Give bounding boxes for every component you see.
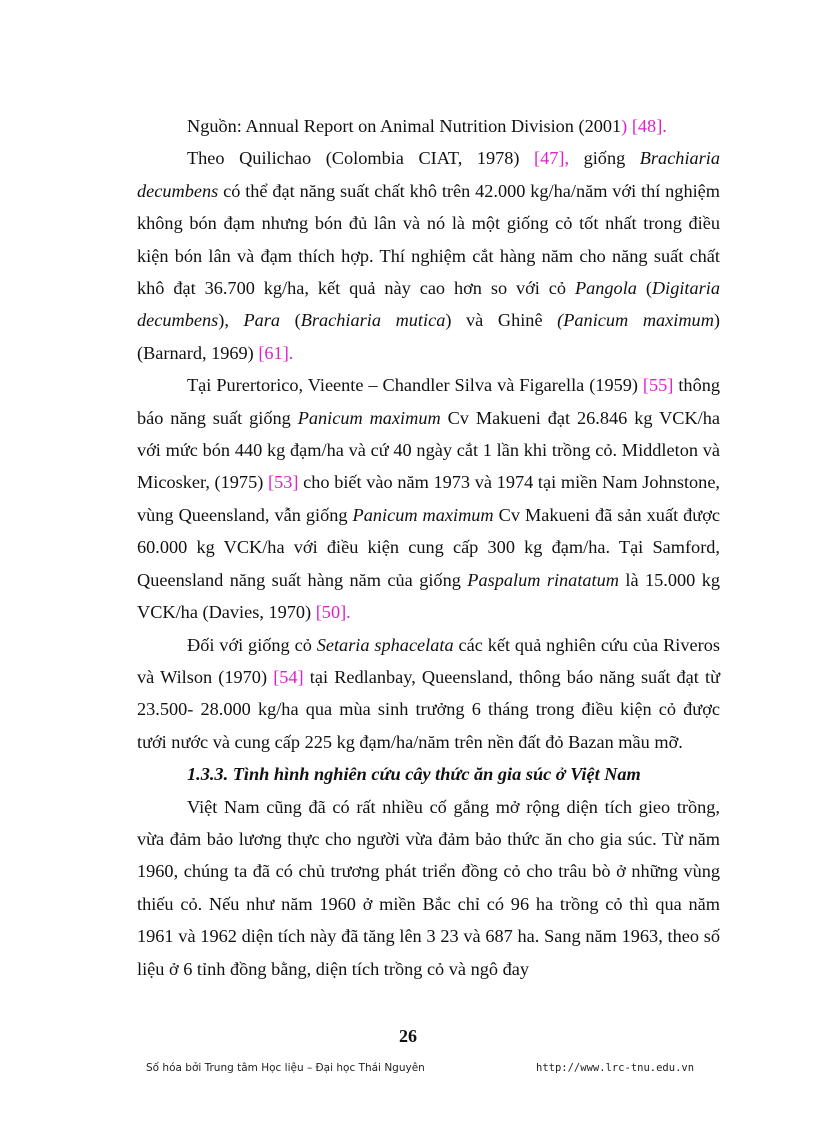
footer-attribution: Số hóa bởi Trung tâm Học liệu – Đại học Thái Nguyên: [146, 1062, 425, 1074]
citation-47: [47],: [534, 148, 570, 169]
species-name: Digitaria decumbens: [137, 278, 720, 331]
paragraph-quilichao: Theo Quilichao (Colombia CIAT, 1978) [47], giống Brachiaria decumbens có thể đạt năng suất chất khô trên 42.000 kg/ha/năm với thí nghiệm không bón đạm nhưng bón đủ lân và nó là một giống cỏ tốt nhất trong điều kiện bón lân và đạm thích hợp. Thí nghiệm cắt hàng năm cho năng suất chất khô đạt 36.700 kg/ha, kết quả này cao hơn so với cỏ Pangola (Digitaria decumbens), Para (Brachiaria mutica) và Ghinê (Panicum maximum) (Barnard, 1969) [61].: [137, 148, 720, 363]
body-text: [137, 110, 720, 985]
citation-50: [50].: [315, 602, 351, 623]
paragraph-purertorico: Tại Purertorico, Vieente – Chandler Silva và Figarella (1959) [55] thông báo năng suất giống Panicum maximum Cv Makueni đạt 26.846 kg VCK/ha với mức bón 440 kg đạm/ha và cứ 40 ngày cắt 1 lần khi trồng cỏ. Middleton và Micosker, (1975) [53] cho biết vào năm 1973 và 1974 tại miền Nam Johnstone, vùng Queensland, vẫn giống Panicum maximum Cv Makueni đã sản xuất được 60.000 kg VCK/ha với điều kiện cung cấp 300 kg đạm/ha. Tại Samford, Queensland năng suất hàng năm của giống Paspalum rinatatum là 15.000 kg VCK/ha (Davies, 1970) [50].: [137, 375, 721, 623]
citation-53: [53]: [267, 472, 299, 493]
citation-48: ) [48].: [621, 116, 667, 136]
species-name: Paspalum rinatatum: [467, 569, 619, 590]
species-name: Brachiaria decumbens: [137, 148, 720, 201]
species-name: Panicum maximum: [352, 504, 494, 525]
species-name: Panicum maximum: [297, 407, 441, 428]
source-line: Nguồn: Annual Report on Animal Nutrition Division (2001) [48].: [187, 116, 667, 136]
citation-55: [55]: [642, 375, 674, 396]
species-name: Para: [243, 310, 281, 331]
species-name: Pangola: [574, 278, 637, 299]
paragraph-setaria: Đối với giống cỏ Setaria sphacelata các kết quả nghiên cứu của Riveros và Wilson (1970) [54] tại Redlanbay, Queensland, thông báo năng suất đạt từ 23.500- 28.000 kg/ha qua mùa sinh trưởng 6 tháng trong điều kiện cỏ được tưới nước và cung cấp 225 kg đạm/ha/năm trên nền đất đỏ Bazan mầu mỡ.: [137, 634, 721, 752]
citation-61: [61].: [258, 342, 294, 363]
paragraph-vietnam: Việt Nam cũng đã có rất nhiều cố gắng mở rộng diện tích gieo trồng, vừa đảm bảo lương thực cho người vừa đảm bảo thức ăn cho gia súc. Từ năm 1960, chúng ta đã có chủ trương phát triển đồng cỏ cho trâu bò ở những vùng thiếu cỏ. Nếu như năm 1960 ở miền Bắc chỉ có 96 ha trồng cỏ thì qua năm 1961 và 1962 diện tích này đã tăng lên 3 23 và 687 ha. Sang năm 1963, theo số liệu ở 6 tỉnh đồng bằng, diện tích trồng cỏ và ngô đay: [137, 796, 720, 979]
footer-url: http://www.lrc-tnu.edu.vn: [536, 1062, 695, 1074]
species-name: Setaria sphacelata: [316, 634, 454, 655]
section-heading: 1.3.3. Tình hình nghiên cứu cây thức ăn gia súc ở Việt Nam: [187, 764, 641, 785]
species-name: (Panicum maximum: [557, 310, 714, 331]
species-name: Brachiaria mutica: [300, 310, 446, 331]
citation-54: [54]: [273, 666, 304, 687]
page-number: 26: [399, 1026, 417, 1046]
